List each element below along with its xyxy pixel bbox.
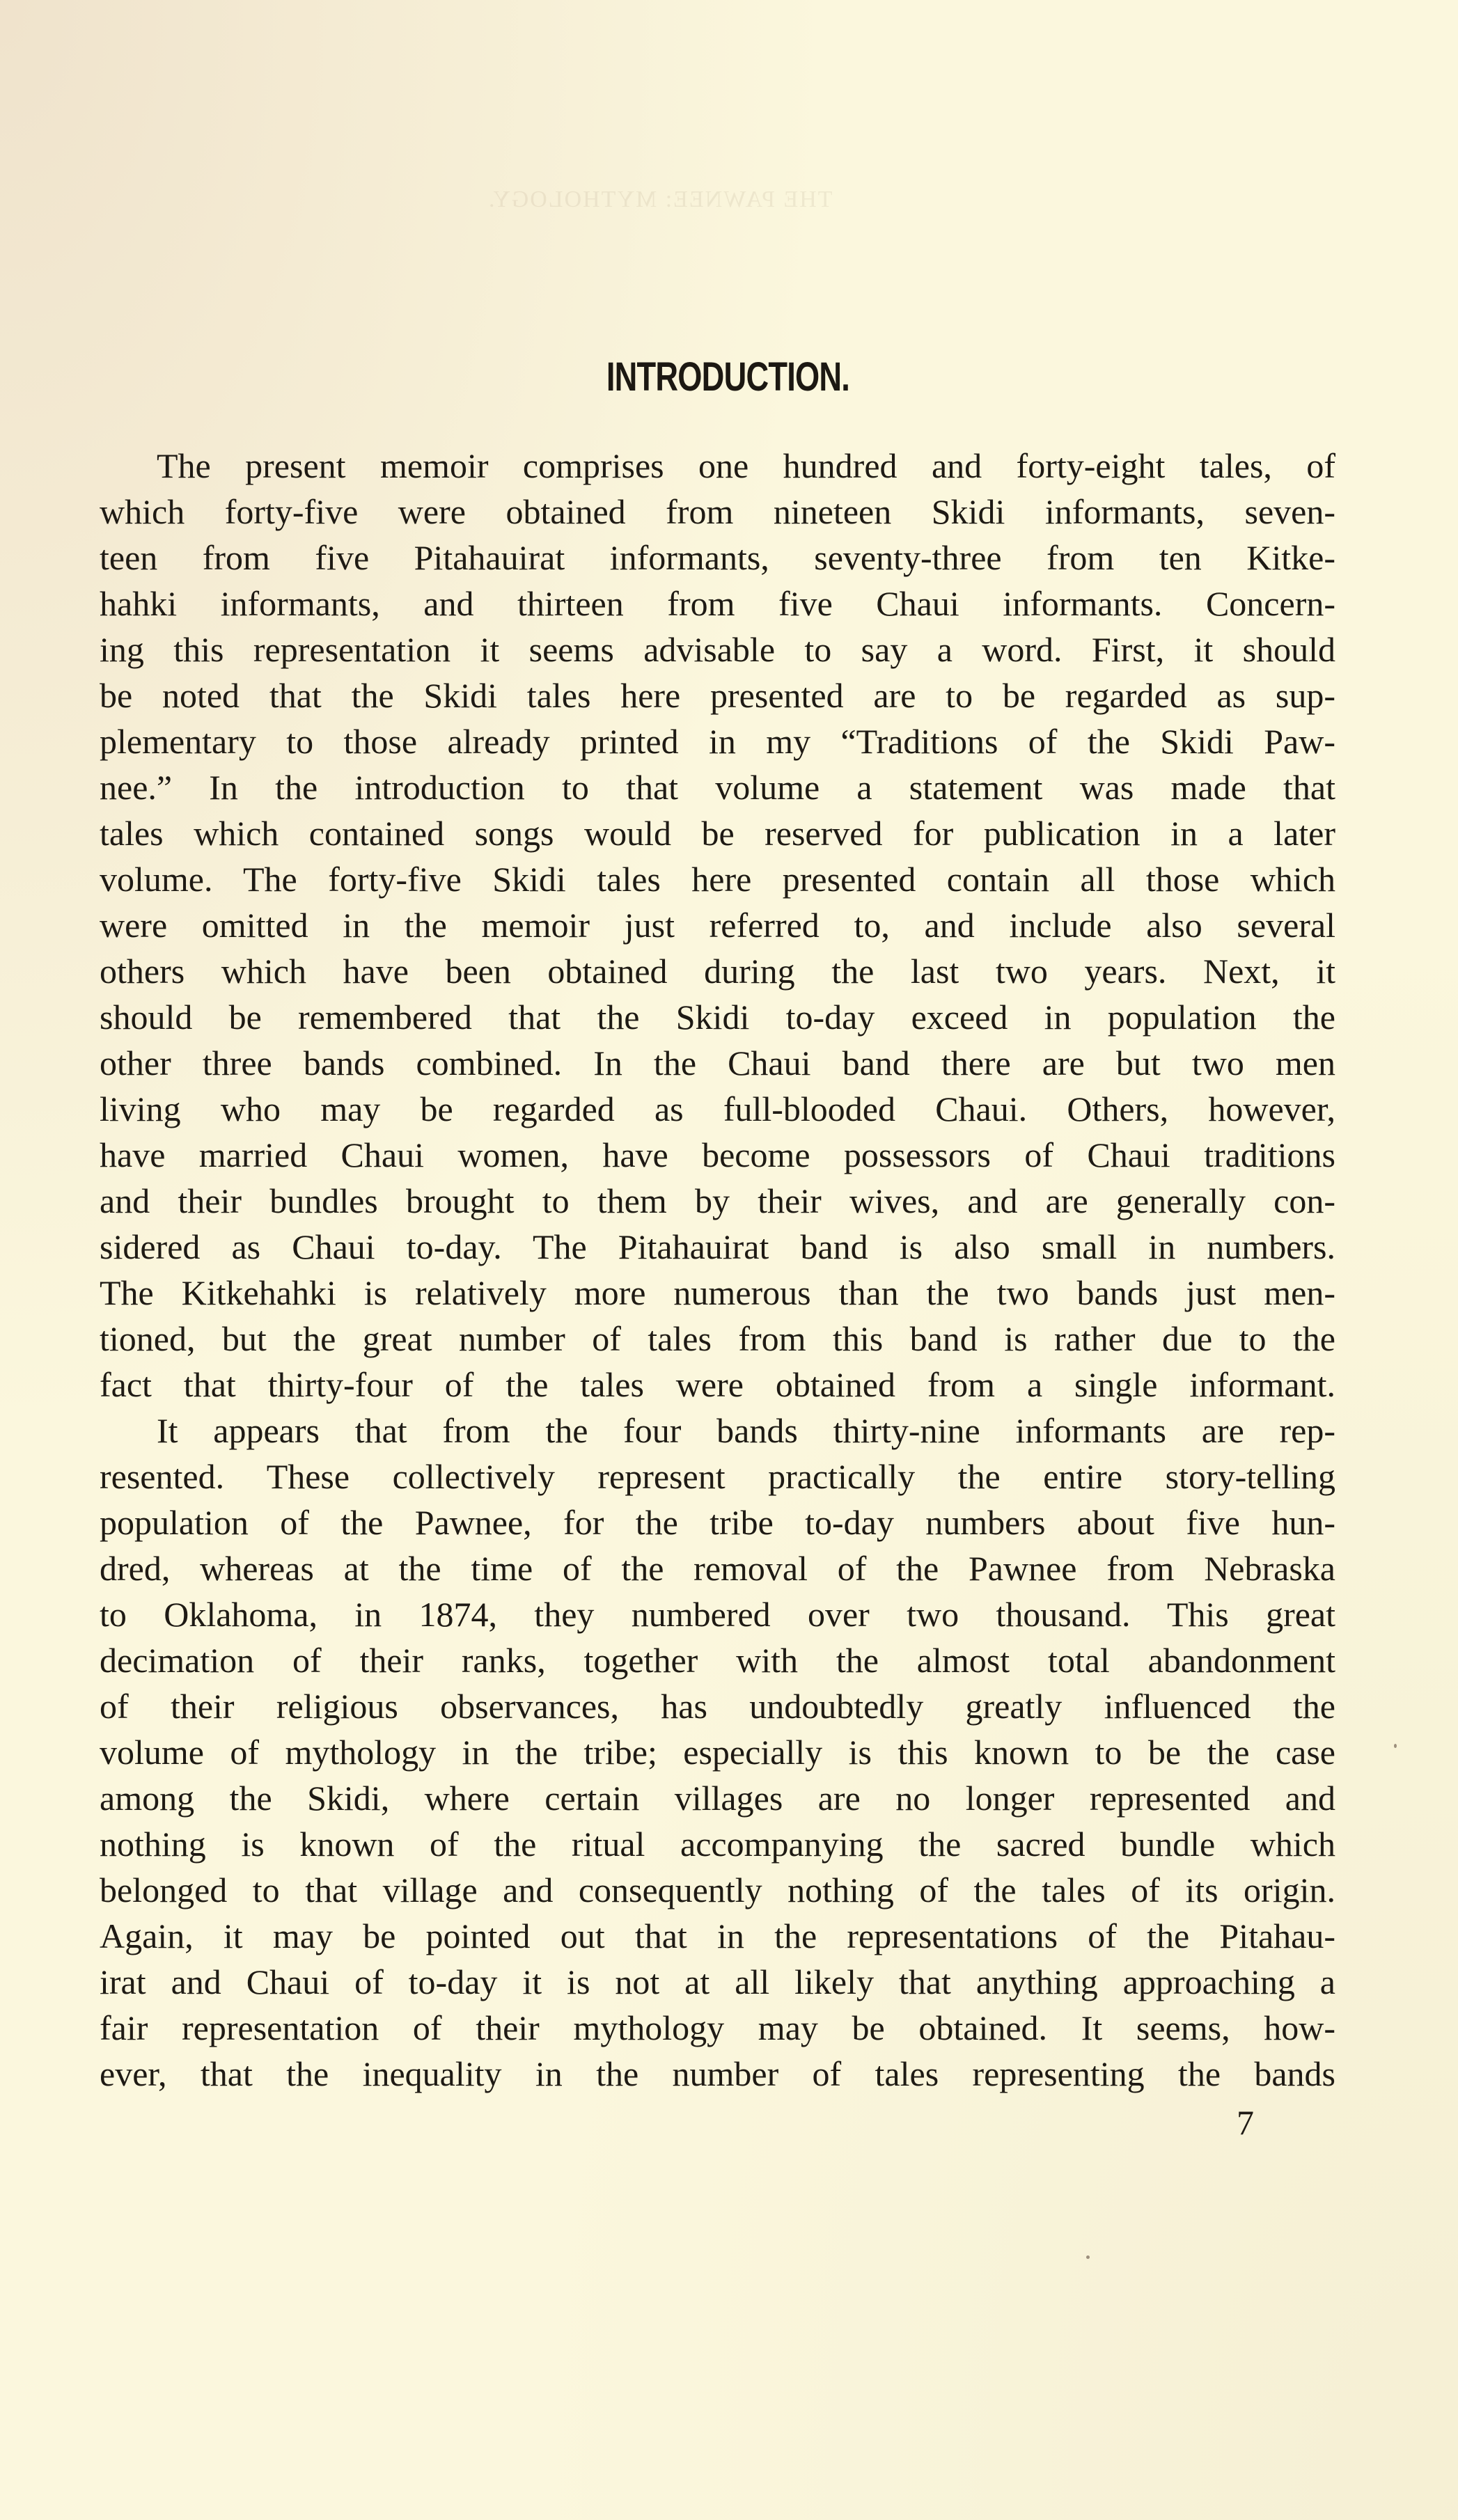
text-line: teen from five Pitahauirat informants, seventy-three from ten Kitke- xyxy=(100,538,1335,577)
text-line: living who may be regarded as full-blooded Chaui. Others, however, xyxy=(100,1089,1335,1128)
text-line: have married Chaui women, have become possessors of Chaui traditions xyxy=(100,1135,1335,1174)
paragraph-2 xyxy=(100,1408,1335,2097)
paper-speck xyxy=(1394,1744,1397,1748)
text-line: and their bundles brought to them by their wives, and are generally con- xyxy=(100,1181,1335,1220)
text-line: ing this representation it seems advisable to say a word. First, it should xyxy=(100,630,1335,669)
text-line: resented. These collectively represent practically the entire story-telling xyxy=(100,1457,1335,1496)
text-line: dred, whereas at the time of the removal of the Pawnee from Nebraska xyxy=(100,1549,1335,1588)
text-line: tioned, but the great number of tales from this band is rather due to the xyxy=(100,1319,1335,1358)
text-line: other three bands combined. In the Chaui band there are but two men xyxy=(100,1044,1335,1082)
text-line: fair representation of their mythology may be obtained. It seems, how- xyxy=(100,2008,1335,2047)
text-line: hahki informants, and thirteen from five Chaui informants. Concern- xyxy=(100,584,1335,623)
text-line: others which have been obtained during the last two years. Next, it xyxy=(100,952,1335,991)
text-line: sidered as Chaui to-day. The Pitahauirat band is also small in numbers. xyxy=(100,1227,1335,1266)
text-line: plementary to those already printed in my “Traditions of the Skidi Paw- xyxy=(100,722,1335,761)
text-line: irat and Chaui of to-day it is not at all likely that anything approaching a xyxy=(100,1962,1335,2001)
text-line: tales which contained songs would be reserved for publication in a later xyxy=(100,814,1335,853)
body-text xyxy=(100,443,1335,2097)
text-line: nee.” In the introduction to that volume a statement was made that xyxy=(100,768,1335,807)
text-line: volume. The forty-five Skidi tales here presented contain all those which xyxy=(100,860,1335,899)
text-line: decimation of their ranks, together with the almost total abandonment xyxy=(100,1641,1335,1680)
page-number: 7 xyxy=(1237,2103,1254,2142)
paper-speck xyxy=(1086,2255,1090,2259)
bleed-through-header: THE PAWNEE: MYTHOLOGY. xyxy=(487,187,833,212)
text-line: fact that thirty-four of the tales were obtained from a single informant. xyxy=(100,1365,1335,1404)
text-line: be noted that the Skidi tales here presented are to be regarded as sup- xyxy=(100,676,1335,715)
text-line: of their religious observances, has undoubtedly greatly influenced the xyxy=(100,1687,1335,1726)
text-line: among the Skidi, where certain villages are no longer represented and xyxy=(100,1779,1335,1818)
text-line: to Oklahoma, in 1874, they numbered over two thousand. This great xyxy=(100,1595,1335,1634)
text-line: which forty-five were obtained from nineteen Skidi informants, seven- xyxy=(100,492,1335,531)
text-line: The Kitkehahki is relatively more numerous than the two bands just men- xyxy=(100,1273,1335,1312)
text-line: belonged to that village and consequently nothing of the tales of its origin. xyxy=(100,1871,1335,1909)
text-line: It appears that from the four bands thirty-nine informants are rep- xyxy=(157,1411,1335,1450)
text-line: nothing is known of the ritual accompanying the sacred bundle which xyxy=(100,1825,1335,1864)
text-line: Again, it may be pointed out that in the representations of the Pitahau- xyxy=(100,1916,1335,1955)
text-line: were omitted in the memoir just referred to, and include also several xyxy=(100,906,1335,945)
text-line: population of the Pawnee, for the tribe to-day numbers about five hun- xyxy=(100,1503,1335,1542)
paragraph-1 xyxy=(100,443,1335,1408)
section-heading: INTRODUCTION. xyxy=(606,354,850,400)
text-line: volume of mythology in the tribe; especially is this known to be the case xyxy=(100,1733,1335,1772)
text-line: The present memoir comprises one hundred and forty-eight tales, of xyxy=(157,446,1335,485)
text-line: should be remembered that the Skidi to-day exceed in population the xyxy=(100,998,1335,1037)
text-line: ever, that the inequality in the number of tales representing the bands xyxy=(100,2054,1335,2093)
